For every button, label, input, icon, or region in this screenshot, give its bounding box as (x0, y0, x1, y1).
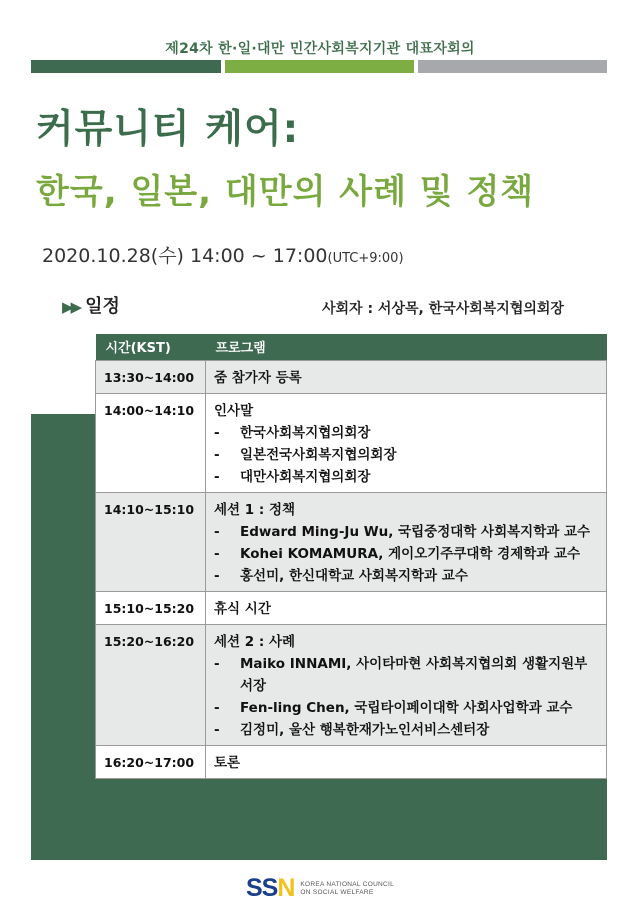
program-title: 세션 1 : 정책 (214, 501, 296, 518)
dash-bullet: - (214, 468, 220, 485)
org-line-1: KOREA NATIONAL COUNCIL (300, 880, 395, 888)
moderator: 사회자 : 서상목, 한국사회복지협의회장 (322, 301, 564, 317)
program-title: 줌 참가자 등록 (214, 369, 302, 386)
conference-title: 제24차 한·일·대만 민간사회복지기관 대표자회의 (165, 41, 475, 57)
program-item (214, 444, 598, 466)
program-title: 토론 (214, 754, 241, 771)
dash-bullet: - (214, 567, 220, 584)
program-item (214, 543, 598, 565)
program-item-text: Kohei KOMAMURA, 게이오기주쿠대학 경제학과 교수 (240, 545, 581, 562)
program-item (214, 697, 598, 719)
program-item-text: Edward Ming-Ju Wu, 국립중정대학 사회복지학과 교수 (240, 523, 591, 540)
table-row (96, 591, 607, 624)
table-row (96, 393, 607, 492)
schedule-heading-label: 일정 (85, 296, 120, 317)
dash-bullet: - (214, 655, 220, 672)
program-item (214, 719, 598, 741)
dash-bullet: - (214, 721, 220, 738)
program-item (214, 466, 598, 488)
ssn-logo-n: N (277, 874, 295, 902)
row-time: 13:30~14:00 (96, 360, 206, 393)
table-row (96, 492, 607, 591)
column-header-time: 시간(KST) (96, 334, 206, 360)
decor-bar-light-green (225, 60, 414, 73)
row-program (206, 591, 607, 624)
program-item (214, 422, 598, 444)
row-program (206, 393, 607, 492)
row-time: 15:20~16:20 (96, 624, 206, 745)
program-title: 인사말 (214, 402, 254, 419)
row-program (206, 492, 607, 591)
decor-bar-gray (418, 60, 607, 73)
sub-title: 한국, 일본, 대만의 사례 및 정책 (36, 172, 535, 212)
double-arrow-icon: ▶▶ (62, 298, 80, 316)
program-item-text: 일본전국사회복지협의회장 (240, 446, 397, 463)
dash-bullet: - (214, 545, 220, 562)
program-item-text: Maiko INNAMI, 사이타마현 사회복지협의회 생활지원부서장 (240, 655, 588, 694)
dash-bullet: - (214, 699, 220, 716)
row-program (206, 360, 607, 393)
org-line-2: ON SOCIAL WELFARE (300, 888, 374, 896)
program-title: 휴식 시간 (214, 600, 271, 617)
dash-bullet: - (214, 446, 220, 463)
ssn-logo-mark (246, 874, 294, 903)
decor-bar-dark-green (31, 60, 221, 73)
row-time: 15:10~15:20 (96, 591, 206, 624)
ssn-logo-ss: SS (246, 874, 278, 902)
program-item-text: 대만사회복지협의회장 (240, 468, 371, 485)
ssn-logo (246, 874, 394, 903)
event-datetime (42, 241, 404, 268)
program-item-text: 홍선미, 한신대학교 사회복지학과 교수 (240, 567, 468, 584)
program-item-text: 한국사회복지협의회장 (240, 424, 371, 441)
column-header-program: 프로그램 (206, 334, 607, 360)
schedule-heading (62, 292, 120, 318)
program-item (214, 565, 598, 587)
program-item-text: 김정미, 울산 행복한재가노인서비스센터장 (240, 721, 490, 738)
row-time: 14:10~15:10 (96, 492, 206, 591)
row-program (206, 624, 607, 745)
main-title: 커뮤니티 케어: (36, 107, 300, 152)
table-row (96, 360, 607, 393)
table-row (96, 745, 607, 778)
program-title: 세션 2 : 사례 (214, 633, 296, 650)
program-item-text: Fen-ling Chen, 국립타이페이대학 사회사업학과 교수 (240, 699, 573, 716)
dash-bullet: - (214, 424, 220, 441)
row-time: 14:00~14:10 (96, 393, 206, 492)
dash-bullet: - (214, 523, 220, 540)
ssn-org-name (300, 881, 394, 897)
event-timezone: (UTC+9:00) (327, 251, 404, 266)
event-date-time: 2020.10.28(수) 14:00 ~ 17:00 (42, 245, 328, 267)
row-program (206, 745, 607, 778)
table-row (96, 624, 607, 745)
program-item (214, 521, 598, 543)
row-time: 16:20~17:00 (96, 745, 206, 778)
schedule-table (95, 334, 607, 779)
table-header-row (96, 334, 607, 360)
program-item (214, 653, 598, 697)
